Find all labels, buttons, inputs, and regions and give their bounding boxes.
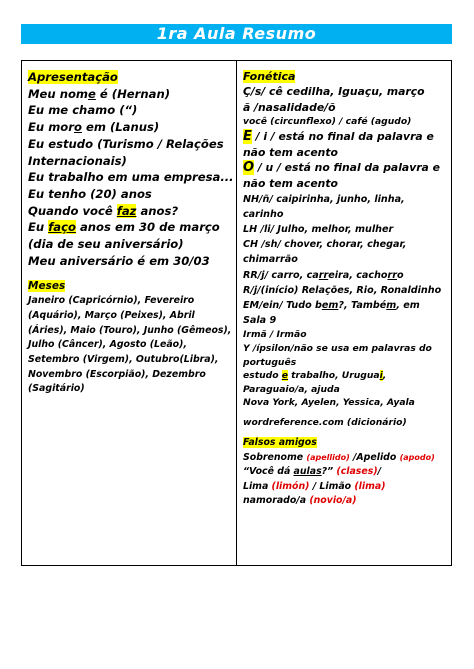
lh-line: LH /li/ Julho, melhor, mulher <box>243 223 394 235</box>
ipsilon-line: Y /ípsilon/não se usa em palavras do <box>243 342 432 354</box>
ipsilon-line-2: português <box>243 356 297 368</box>
eu-trabalho-line: Eu trabalho em uma empresa... <box>28 170 234 185</box>
wordreference-line: wordreference.com (dicionário) <box>243 416 407 428</box>
fonetica-heading: Fonética <box>243 70 296 83</box>
meu-aniversario-line: Meu aniversário é em 30/03 <box>28 253 210 268</box>
eu-tenho-line: Eu tenho (20) anos <box>28 186 152 201</box>
cedilha-line: Ç/s/ cê cedilha, Iguaçu, março <box>243 85 425 98</box>
eu-faco-line: Eu faço anos em 30 de março <box>28 220 220 235</box>
sala-line: Sala 9 <box>243 315 277 327</box>
circunflexo-line: você (circunflexo) / café (agudo) <box>243 116 412 128</box>
nasal-line: ã /nasalidade/õ <box>243 100 336 114</box>
meses-line: Janeiro (Capricórnio), Fevereiro <box>28 295 195 307</box>
meses-line: (Sagitário) <box>28 383 85 395</box>
dia-line: (dia de seu aniversário) <box>28 237 184 252</box>
meu-nome-line: Meu nome é (Hernan) <box>28 86 171 101</box>
ch-line-2: chimarrão <box>243 254 298 266</box>
meses-line: Julho (Câncer), Agosto (Leão), <box>28 339 187 351</box>
apresentacao-heading: Apresentação <box>28 70 118 84</box>
meses-line: (Aquário), Março (Peixes), Abril <box>28 309 195 321</box>
meses-line: Setembro (Virgem), Outubro(Libra), <box>28 353 219 365</box>
nh-line-2: carinho <box>243 208 284 220</box>
meses-line: Novembro (Escorpião), Dezembro <box>28 368 206 380</box>
r-inicio-line: R/j/(início) Relações, Rio, Ronaldinho <box>243 284 442 296</box>
meses-heading: Meses <box>28 280 66 293</box>
nova-york-line: Nova York, Ayelen, Yessica, Ayala <box>243 397 415 409</box>
eu-estudo-line-1: Eu estudo (Turismo / Relações <box>28 136 224 151</box>
right-column <box>243 69 447 509</box>
quando-line: Quando você faz anos? <box>28 203 179 218</box>
e-rule-line: E / i / está no final da palavra e <box>243 129 434 145</box>
sobrenome-line: Sobrenome (apellido) /Apelido (apodo) <box>243 451 435 463</box>
em-line: EM/ein/ Tudo bem?, Também, em <box>243 299 420 311</box>
o-rule-line: O / u / está no final da palavra e <box>243 160 440 176</box>
irma-line: Irmã / Irmão <box>243 329 307 341</box>
e-rule-line-2: não tem acento <box>243 145 338 159</box>
column-divider <box>236 60 237 566</box>
eu-estudo-line-2: Internacionais) <box>28 153 127 168</box>
namorado-line: namorado/a (novio/a) <box>243 495 357 507</box>
meses-line: (Áries), Maio (Touro), Junho (Gêmeos), <box>28 324 232 336</box>
eu-moro-line: Eu moro em (Lanus) <box>28 120 160 135</box>
estudo-line: estudo e trabalho, Uruguai, <box>243 370 387 382</box>
falsos-amigos-heading: Falsos amigos <box>243 436 317 448</box>
voce-da-aulas-line: “Você dá aulas?” (clases)/ <box>243 466 382 478</box>
left-column <box>28 69 252 397</box>
eu-me-chamo-line: Eu me chamo (“) <box>28 103 138 118</box>
o-rule-line-2: não tem acento <box>243 176 338 190</box>
document-title: 1ra Aula Resumo <box>21 24 452 44</box>
lima-line: Lima (limón) / Limão (lima) <box>243 480 386 492</box>
rr-line: RR/j/ carro, carreira, cachorro <box>243 269 404 281</box>
ch-line: CH /sh/ chover, chorar, chegar, <box>243 239 407 251</box>
paraguaio-line: Paraguaio/a, ajuda <box>243 383 340 395</box>
nh-line: NH/ñ/ caipirinha, junho, linha, <box>243 193 405 205</box>
